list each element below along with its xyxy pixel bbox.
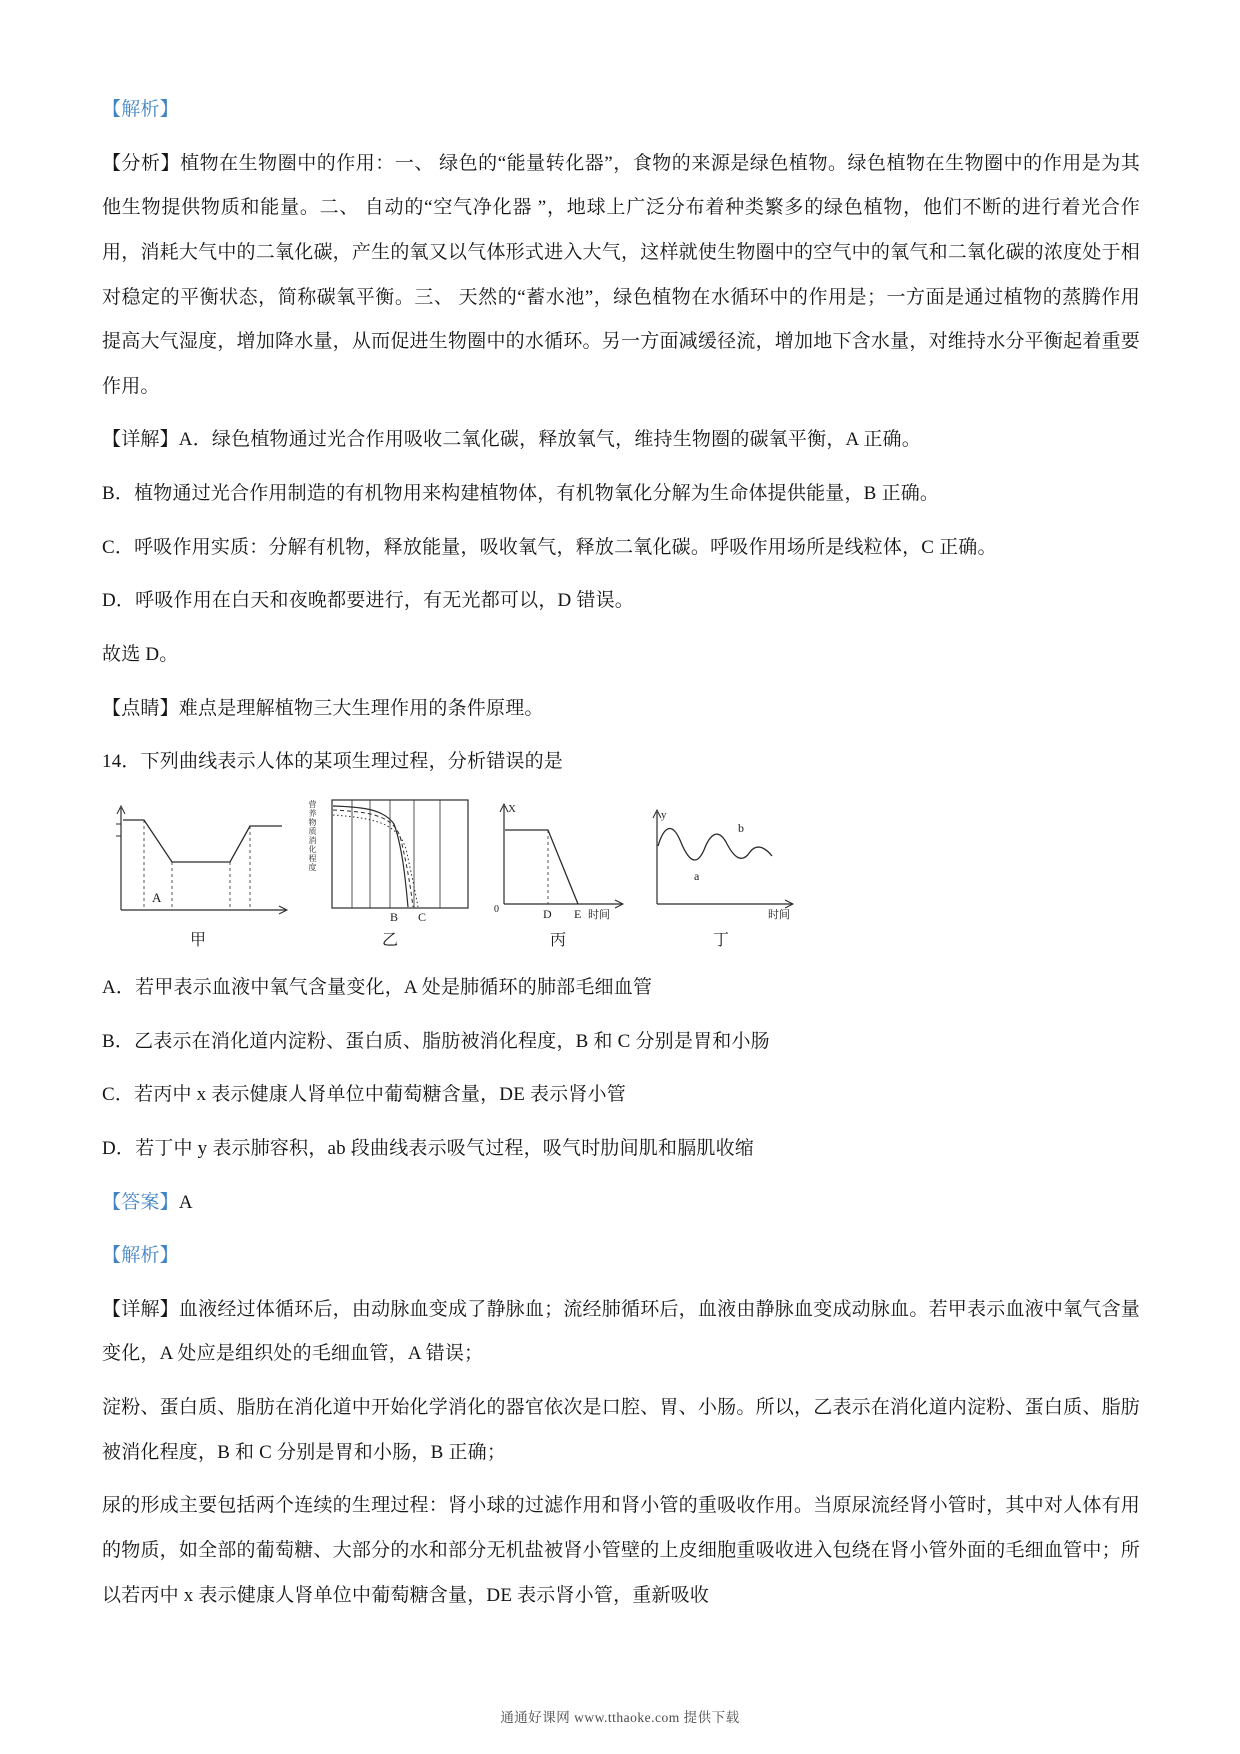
yi-caption: 乙 [381, 931, 398, 949]
chart-jia [104, 800, 292, 926]
jia-caption: 甲 [189, 931, 206, 949]
bing-mark-e: E [574, 906, 582, 921]
q14-option-b: B．乙表示在消化道内淀粉、蛋白质、脂肪被消化程度，B 和 C 分别是胃和小肠 [102, 1030, 770, 1052]
chart-yi [306, 794, 474, 926]
q14-option-c: C．若丙中 x 表示健康人肾单位中葡萄糖含量，DE 表示肾小管 [102, 1084, 626, 1106]
ding-mark-b: b [738, 820, 744, 835]
q14-option-a: A．若甲表示血液中氧气含量变化，A 处是肺循环的肺部毛细血管 [102, 976, 653, 998]
page-footer: 通通好课网 www.tthaoke.com 提供下载 [500, 1710, 740, 1725]
yi-mark-c: C [418, 909, 427, 924]
yi-ylabel: 营养物质消化程度 [308, 799, 317, 872]
tips-paragraph: 【点睛】难点是理解植物三大生理作用的条件原理。 [102, 697, 544, 719]
bing-xlabel: 时间 [588, 908, 610, 921]
chart-bing [488, 798, 628, 926]
question-14-figure [104, 794, 1140, 950]
conclusion: 故选 D。 [102, 644, 179, 666]
ding-caption: 丁 [712, 931, 729, 949]
bing-origin: 0 [494, 903, 499, 915]
question-14-stem: 14．下列曲线表示人体的某项生理过程，分析错误的是 [102, 751, 564, 773]
explain-label-1: 【解析】 [102, 99, 179, 120]
figure-panel-yi [306, 794, 474, 950]
analysis-paragraph: 【分析】植物在生物圈中的作用：一、 绿色的“能量转化器”，食物的来源是绿色植物。绿色植物在生物圈中的作用是为其他生物提供物质和能量。二、 自动的“空气净化器 ”，地球上广泛分布着种类繁多的绿色植物，他们不断的进行着光合作用，消耗大气中的二氧化碳，产生的氧又以气体形式进入大气，这样就使生物圈中的空气中的氧气和二氧化碳的浓度处于相对稳定的平衡状态，简称碳氧平衡。三、 天然的“蓄水池”，绿色植物在水循环中的作用是；一方面是通过植物的蒸腾作用提高大气湿度，增加降水量，从而促进生物圈中的水循环。另一方面减缓径流，增加地下含水量，对维持水分平衡起着重要作用。 [102, 152, 1140, 397]
figure-panel-jia [104, 800, 292, 950]
bing-caption: 丙 [549, 931, 566, 949]
answer-label: 【答案】 [102, 1191, 179, 1213]
bing-mark-d: D [543, 906, 552, 921]
yi-mark-b: B [390, 909, 399, 924]
answer-line [102, 1181, 1140, 1226]
ding-mark-a: a [694, 868, 700, 883]
chart-ding [642, 804, 800, 926]
detail-option-a: 【详解】A．绿色植物通过光合作用吸收二氧化碳，释放氧气，维持生物圈的碳氧平衡，A 正确。 [102, 429, 921, 451]
answer-value: A [178, 1191, 193, 1213]
detail2-paragraph-1: 【详解】血液经过体循环后，由动脉血变成了静脉血；流经肺循环后，血液由静脉血变成动脉血。若甲表示血液中氧气含量变化，A 处应是组织处的毛细血管，A 错误； [102, 1298, 1140, 1365]
option-d: D．呼吸作用在白天和夜晚都要进行，有无光都可以，D 错误。 [102, 590, 634, 612]
q14-option-d: D．若丁中 y 表示肺容积，ab 段曲线表示吸气过程，吸气时肋间肌和膈肌收缩 [102, 1137, 755, 1159]
option-c: C．呼吸作用实质：分解有机物，释放能量，吸收氧气，释放二氧化碳。呼吸作用场所是线粒体，C 正确。 [102, 536, 997, 558]
figure-panel-bing [488, 798, 628, 950]
detail2-paragraph-3: 尿的形成主要包括两个连续的生理过程：肾小球的过滤作用和肾小管的重吸收作用。当原尿流经肾小管时，其中对人体有用的物质，如全部的葡萄糖、大部分的水和部分无机盐被肾小管壁的上皮细胞重吸收进入包绕在肾小管外面的毛细血管中；所以若丙中 x 表示健康人肾单位中葡萄糖含量，DE 表示肾小管，重新吸收 [102, 1495, 1140, 1606]
detail2-paragraph-2: 淀粉、蛋白质、脂肪在消化道中开始化学消化的器官依次是口腔、胃、小肠。所以，乙表示在消化道内淀粉、蛋白质、脂肪被消化程度，B 和 C 分别是胃和小肠，B 正确； [102, 1397, 1140, 1463]
jia-region-label: A [152, 889, 162, 905]
figure-panel-ding [642, 804, 800, 950]
ding-xlabel: 时间 [768, 908, 790, 921]
explain-label-2: 【解析】 [102, 1245, 179, 1267]
bing-ylabel: X [508, 802, 516, 815]
ding-ylabel: y [661, 808, 667, 821]
option-b: B．植物通过光合作用制造的有机物用来构建植物体，有机物氧化分解为生命体提供能量，B 正确。 [102, 483, 940, 505]
